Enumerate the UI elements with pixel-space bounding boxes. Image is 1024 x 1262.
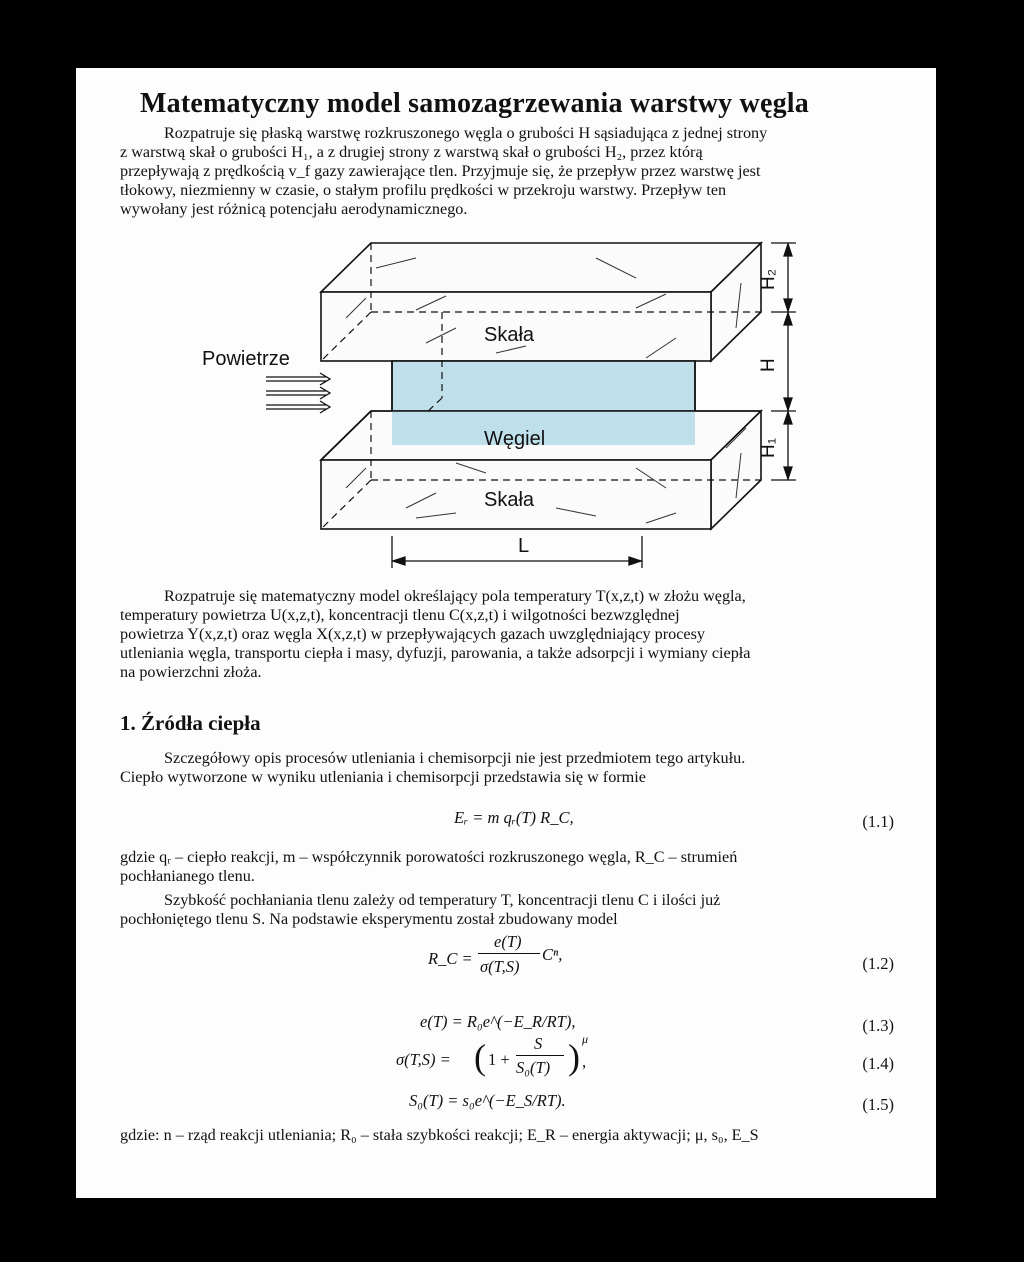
dim-h-label: H xyxy=(758,358,779,372)
model-paragraph xyxy=(120,587,750,682)
text-line: gdzie qᵣ – ciepło reakcji, m – współczynnik porowatości rozkruszonego węgla, R_C – strumień xyxy=(120,848,738,866)
air-arrow xyxy=(266,387,330,399)
equation-number: (1.5) xyxy=(862,1095,894,1114)
definitions-paragraph xyxy=(120,848,737,886)
document-page xyxy=(76,68,936,1198)
equation-1-3: e(T) = R₀e^(−E_R/RT), xyxy=(420,1012,576,1031)
equation-1-5: S₀(T) = s₀e^(−E_S/RT). xyxy=(409,1091,566,1110)
right-paren: ) xyxy=(568,1037,580,1077)
symbols-paragraph xyxy=(120,1126,759,1145)
fraction-bar xyxy=(516,1055,564,1056)
air-label: Powietrze xyxy=(202,348,290,370)
dim-l-label: L xyxy=(518,535,530,557)
layer-diagram xyxy=(76,68,936,568)
exponent: μ xyxy=(582,1032,589,1046)
text-line: Rozpatruje się płaską warstwę rozkruszonego węgla o grubości H sąsiadująca z jednej strony xyxy=(164,124,768,142)
equation-number: (1.3) xyxy=(862,1016,894,1035)
text-line: utleniania węgla, transportu ciepła i masy, dyfuzji, parowania, a także adsorpcji i wymiany ciepła xyxy=(120,644,751,662)
air-flow-arrows xyxy=(266,373,330,413)
equation-number: (1.4) xyxy=(862,1054,894,1073)
equation-lhs: R_C = xyxy=(428,949,473,968)
dim-h2-label: H₂ xyxy=(758,268,779,290)
equation-one: 1 + xyxy=(488,1050,510,1069)
text-line: Rozpatruje się matematyczny model określający pola temperatury T(x,z,t) w złożu węgla, xyxy=(164,587,746,605)
text-line: Ciepło wytworzone w wyniku utleniania i chemisorpcji przedstawia się w formie xyxy=(120,768,646,786)
fraction-denominator: S₀(T) xyxy=(516,1058,551,1077)
absorption-paragraph xyxy=(120,891,720,929)
text-line: temperatury powietrza U(x,z,t), koncentracji tlenu C(x,z,t) i wilgotności bezwzględnej xyxy=(120,606,680,624)
text-line: przepływają z prędkością v_f gazy zawierające tlen. Przyjmuje się, że przepływ przez warstwę jest xyxy=(120,162,761,180)
equation-lhs: σ(T,S) = xyxy=(396,1050,451,1069)
fraction-bar xyxy=(478,953,540,954)
text-line: gdzie: n – rząd reakcji utleniania; R₀ – stała szybkości reakcji; E_R – energia aktywacji; μ, s₀, E_S xyxy=(120,1126,759,1144)
top-rock-slab xyxy=(321,243,761,361)
air-arrow xyxy=(266,373,330,385)
text-line: powietrza Y(x,z,t) oraz węgla X(x,z,t) w przepływających gazach uwzględniający procesy xyxy=(120,625,706,643)
length-dimension xyxy=(392,536,642,568)
text-line: pochłoniętego tlenu S. Na podstawie eksperymentu został zbudowany model xyxy=(120,910,618,928)
text-line: z warstwą skał o grubości H₁, a z drugiej strony z warstwą skał o grubości H₂, przez którą xyxy=(120,143,703,161)
fraction-numerator: S xyxy=(534,1034,543,1053)
text-line: Szczegółowy opis procesów utleniania i chemisorpcji nie jest przedmiotem tego artykułu. xyxy=(164,749,746,767)
rock-bottom-label: Skała xyxy=(484,489,535,511)
equation-tail: Cⁿ, xyxy=(542,945,563,964)
air-arrow xyxy=(266,401,330,413)
fraction-denominator: σ(T,S) xyxy=(480,957,520,976)
text-line: na powierzchni złoża. xyxy=(120,663,262,681)
equation-1-1: Eᵣ = m qᵣ(T) R_C, xyxy=(454,808,574,827)
text-line: wywołany jest różnicą potencjału aerodynamicznego. xyxy=(120,200,468,218)
dim-h1-label: H₁ xyxy=(758,437,779,458)
rock-top-label: Skała xyxy=(484,324,535,346)
comma: , xyxy=(582,1052,587,1071)
coal-label: Węgiel xyxy=(484,428,546,450)
fraction-numerator: e(T) xyxy=(494,932,522,951)
text-line: Szybkość pochłaniania tlenu zależy od temperatury T, koncentracji tlenu C i ilości już xyxy=(164,891,721,909)
equation-number: (1.1) xyxy=(862,812,894,831)
equation-number: (1.2) xyxy=(862,954,894,973)
heat-sources-paragraph xyxy=(120,749,745,787)
section-heading: 1. Źródła ciepła xyxy=(120,711,261,735)
text-line: pochłanianego tlenu. xyxy=(120,867,255,885)
left-paren: ( xyxy=(474,1037,486,1077)
page-title: Matematyczny model samozagrzewania warstwy węgla xyxy=(140,88,809,119)
text-line: tłokowy, niezmienny w czasie, o stałym profilu prędkości w przekroju warstwy. Przepływ ten xyxy=(120,181,727,199)
